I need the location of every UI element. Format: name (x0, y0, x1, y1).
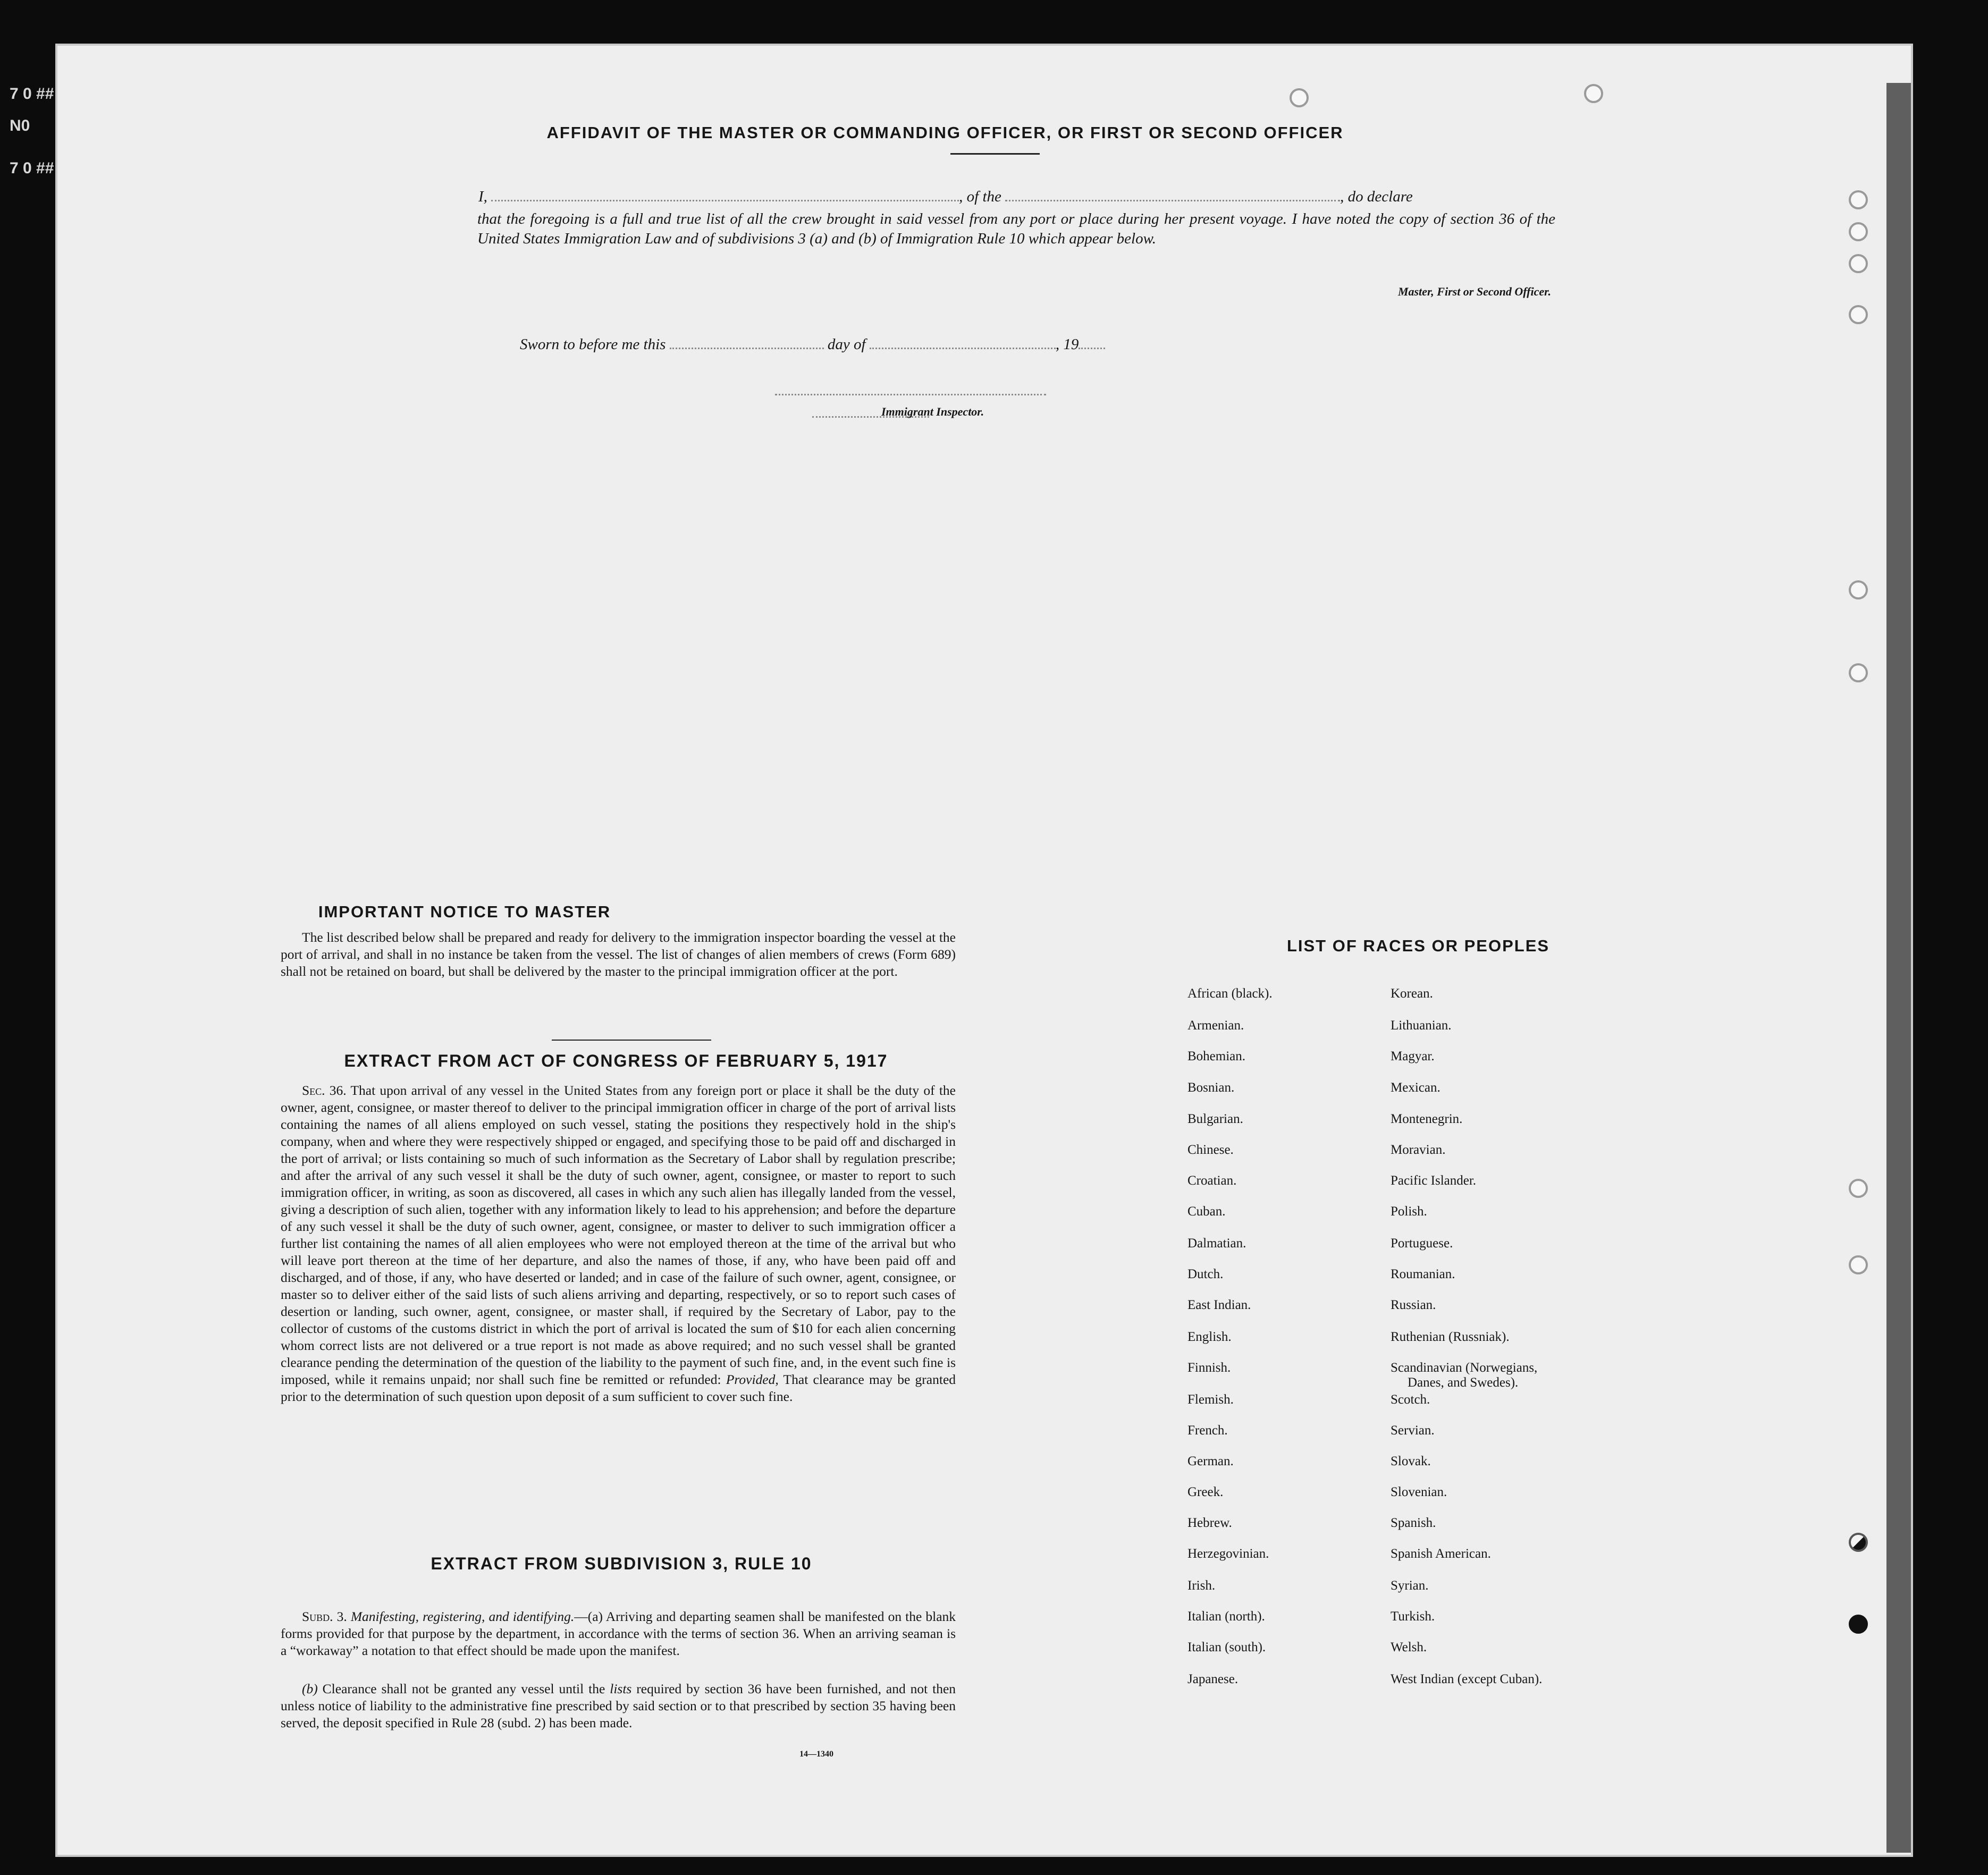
subdivision-heading: Manifesting, registering, and identifying. (350, 1609, 575, 1624)
race-item: Russian. (1391, 1298, 1436, 1312)
margin-mark: 7 0 ## (10, 85, 54, 103)
race-item: Montenegrin. (1391, 1112, 1463, 1126)
race-item: Scandinavian (Norwegians, (1391, 1361, 1538, 1375)
race-item: Bohemian. (1187, 1049, 1246, 1063)
race-item: Irish. (1187, 1578, 1216, 1593)
race-item: Dalmatian. (1187, 1236, 1246, 1251)
race-item: East Indian. (1187, 1298, 1251, 1312)
race-item: Scotch. (1391, 1392, 1430, 1407)
race-item: Syrian. (1391, 1578, 1429, 1593)
of-the-label: , of the (959, 188, 1001, 205)
notice-body: The list described below shall be prepared and ready for delivery to the immigration inspector boarding the vessel at the port of arrival, and shall in no instance be taken from the vessel. The list of changes of alien members of crews (Form 689) shall not be retained on board, but shall be delivered by the master to the principal immigration officer at the port. (281, 930, 956, 979)
race-item: Dutch. (1187, 1267, 1224, 1281)
race-item: African (black). (1187, 986, 1273, 1001)
declaration-body: that the foregoing is a full and true list of all the crew brought in said vessel from any port or place during her present voyage. I have noted the copy of section 36 of the United States Immigration Law and of subdivisions 3 (a) and (b) of Immigration Rule 10 which appear below. (477, 210, 1555, 247)
race-item: Bosnian. (1187, 1080, 1235, 1095)
document-page (55, 44, 1913, 1857)
section-label: Sec. 36. (302, 1083, 347, 1098)
punch-hole (1849, 1615, 1868, 1634)
day-of-label: day of (827, 336, 866, 353)
section-body: That upon arrival of any vessel in the United States from any foreign port or place it shall be the duty of the owner, agent, consignee, or master thereof to deliver to the principal immigration officer in charge of the port of arrival lists containing the names of all aliens employed on such vessel, stating the positions they respectively hold in the ship's company, when and where they were respectively shipped or engaged, and specifying those to be paid off and discharged in the port of arrival; or lists containing so much of such information as the Secretary of Labor shall by regulation prescribe; and after the arrival of any such vessel it shall be the duty of such owner, agent, consignee, or master to report to such immigration officer, in writing, as soon as discovered, all cases in which any such alien has illegally landed from the vessel, giving a description of such alien, together with any information likely to lead to his apprehension; and before the departure of any such vessel it shall be the duty of such owner, agent, consignee, or master to deliver to such immigration officer a further list containing the names of all alien employees who were not employed thereon at the time of the arrival but who will leave port thereon at the time of her departure, and also the names of those, if any, who have been paid off and discharged, and of those, if any, who have deserted or landed; and in case of the failure of such owner, agent, consignee, or master so to deliver either of the said lists of such aliens arriving and departing, respectively, or so to report such cases of desertion or landing, such owner, agent, consignee, or master shall, if required by the Secretary of Labor, pay to the collector of customs of the customs district in which the port of arrival is located the sum of $10 for each alien concerning whom correct lists are not delivered or a true report is not made as above required; and no such vessel shall be granted clearance pending the determination of the question of the liability to the payment of such fine, and, in the event such fine is imposed, while it remains unpaid; nor shall such fine be remitted or refunded: (281, 1083, 956, 1387)
race-item: Armenian. (1187, 1018, 1244, 1033)
race-item: Slovenian. (1391, 1485, 1447, 1499)
rule-extract-title: EXTRACT FROM SUBDIVISION 3, RULE 10 (431, 1554, 812, 1573)
clause-b-label: (b) (302, 1681, 318, 1696)
race-item: English. (1187, 1330, 1232, 1344)
act-extract-title: EXTRACT FROM ACT OF CONGRESS OF FEBRUARY 5, 1917 (344, 1051, 888, 1070)
subdivision-label: Subd. 3. (302, 1609, 347, 1624)
race-item: Ruthenian (Russniak). (1391, 1330, 1510, 1344)
notice-title: IMPORTANT NOTICE TO MASTER (318, 902, 611, 921)
declaration-line (478, 188, 1552, 206)
race-item: Spanish. (1391, 1516, 1436, 1530)
race-item: Croatian. (1187, 1173, 1237, 1188)
race-item: Servian. (1391, 1423, 1435, 1438)
race-item: Herzegovinian. (1187, 1547, 1269, 1561)
punch-hole (1849, 1255, 1868, 1274)
race-item: Italian (north). (1187, 1609, 1265, 1624)
race-item: French. (1187, 1423, 1228, 1438)
proviso-label: Provided, (726, 1372, 779, 1387)
rule-subdivision-b (281, 1680, 956, 1732)
race-item: Welsh. (1391, 1640, 1427, 1654)
race-item: Italian (south). (1187, 1640, 1266, 1654)
race-item: Bulgarian. (1187, 1112, 1243, 1126)
lists-word: lists (610, 1681, 632, 1696)
race-item: Hebrew. (1187, 1516, 1232, 1530)
race-item: Japanese. (1187, 1672, 1239, 1686)
race-item: Moravian. (1391, 1143, 1446, 1157)
do-declare-label: , do declare (1340, 188, 1413, 205)
race-item: Korean. (1391, 986, 1433, 1001)
race-item: Chinese. (1187, 1143, 1234, 1157)
punch-hole (1849, 1533, 1868, 1552)
sworn-line (520, 336, 1105, 353)
race-item: Pacific Islander. (1391, 1173, 1477, 1188)
punch-hole (1849, 305, 1868, 324)
races-title: LIST OF RACES OR PEOPLES (1286, 936, 1550, 955)
punch-hole (1849, 1179, 1868, 1198)
inspector-signature-blank (775, 393, 1046, 395)
day-blank (670, 347, 824, 349)
race-item: Magyar. (1391, 1049, 1435, 1063)
race-item: Portuguese. (1391, 1236, 1453, 1251)
race-item: Roumanian. (1391, 1267, 1455, 1281)
race-item: German. (1187, 1454, 1234, 1468)
race-item: Spanish American. (1391, 1547, 1491, 1561)
clause-b-body: Clearance shall not be granted any vessel until the (322, 1681, 605, 1696)
punch-hole (1584, 84, 1603, 103)
margin-mark: N0 (10, 117, 30, 134)
i-label: I, (478, 188, 487, 205)
race-item: Turkish. (1391, 1609, 1435, 1624)
rule-subdivision-a (281, 1608, 956, 1659)
vessel-blank (1005, 199, 1340, 201)
page-edge (1886, 83, 1911, 1853)
year-blank (1079, 347, 1105, 349)
race-item: Polish. (1391, 1204, 1427, 1219)
title-divider (950, 153, 1040, 155)
form-number: 14—1340 (799, 1750, 833, 1759)
punch-hole (1849, 254, 1868, 273)
inspector-label: Immigrant Inspector. (881, 405, 984, 418)
clause-b-body-cont: required by section 36 have been furnished, and not then unless notice of liability to the administrative fine prescribed by said section or to that prescribed by section 35 having been served, the deposit specified in Rule 28 (subd. 2) has been made. (281, 1681, 956, 1730)
name-blank (491, 199, 959, 201)
race-item-continuation: Danes, and Swedes). (1408, 1375, 1519, 1390)
signature-label: Master, First or Second Officer. (1397, 285, 1551, 298)
race-item: Finnish. (1187, 1361, 1231, 1375)
race-item: Mexican. (1391, 1080, 1441, 1095)
affidavit-title: AFFIDAVIT OF THE MASTER OR COMMANDING OFFICER, OR FIRST OR SECOND OFFICER (546, 123, 1344, 142)
proviso-body: That clearance may be granted prior to the determination of such question upon deposit of a sum sufficient to cover such fine. (281, 1372, 956, 1404)
punch-hole (1849, 580, 1868, 599)
year-label: , 19 (1055, 336, 1079, 353)
punch-hole (1849, 663, 1868, 682)
divider (552, 1040, 711, 1041)
act-section-36 (281, 1082, 956, 1405)
punch-hole (1849, 190, 1868, 209)
month-blank (870, 347, 1056, 349)
race-item: Cuban. (1187, 1204, 1226, 1219)
punch-hole (1290, 88, 1309, 107)
race-item: Greek. (1187, 1485, 1224, 1499)
race-item: Flemish. (1187, 1392, 1234, 1407)
race-item: Slovak. (1391, 1454, 1431, 1468)
punch-hole (1849, 222, 1868, 241)
margin-mark: 7 0 ## (10, 159, 54, 177)
sworn-label: Sworn to before me this (520, 336, 666, 353)
clause-a-label: —(a) (574, 1609, 603, 1624)
race-item: Lithuanian. (1391, 1018, 1452, 1033)
race-item: West Indian (except Cuban). (1391, 1672, 1543, 1686)
clause-a-body: Arriving and departing seamen shall be manifested on the blank forms provided for that purpose by the department, in accordance with the terms of section 36. When an arriving seaman is a “workaway” a notation to that effect should be made upon the manifest. (281, 1609, 956, 1658)
